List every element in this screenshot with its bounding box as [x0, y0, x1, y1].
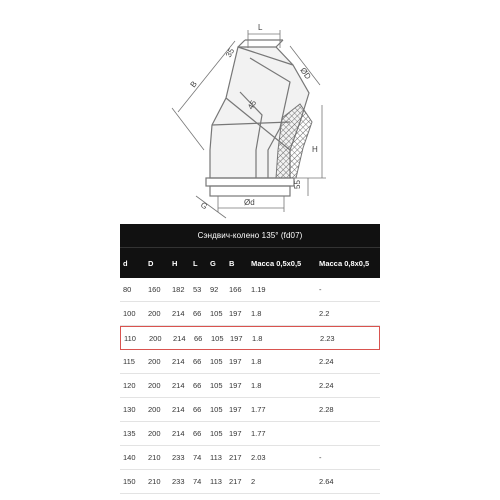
table-cell: 160 [148, 285, 161, 294]
table-header-row [120, 247, 380, 278]
table-cell: 105 [210, 357, 223, 366]
table-cell: 197 [229, 429, 242, 438]
table-cell: 150 [123, 477, 136, 486]
label-angle-top: 35 [223, 46, 237, 59]
table-cell: 1.8 [251, 381, 262, 390]
table-cell: 105 [211, 333, 224, 343]
table-cell: 66 [193, 381, 202, 390]
table-cell: 105 [210, 405, 223, 414]
table-cell: 182 [172, 285, 185, 294]
col-header-B: B [229, 258, 235, 268]
table-cell: 217 [229, 477, 242, 486]
table-row [120, 302, 380, 326]
table-cell: 200 [148, 381, 161, 390]
table-cell: 115 [123, 357, 135, 366]
table-cell: 80 [123, 285, 132, 294]
col-header-H: H [172, 258, 178, 268]
table-cell: 1.19 [251, 285, 266, 294]
table-cell: 92 [210, 285, 219, 294]
table-row [120, 470, 380, 494]
table-cell: 210 [148, 453, 161, 462]
table-cell: 2 [251, 477, 256, 486]
table-cell: 105 [210, 381, 223, 390]
table-row [120, 422, 380, 446]
label-G: G [198, 200, 210, 212]
table-cell: 2.28 [319, 405, 334, 414]
table-cell: - [319, 285, 322, 294]
table-cell: 214 [172, 357, 185, 366]
table-cell: 66 [193, 405, 202, 414]
table-cell: 200 [148, 309, 161, 318]
table-cell: 113 [210, 477, 222, 486]
table-cell: 2.23 [320, 333, 335, 343]
table-cell: 2.03 [251, 453, 266, 462]
table-cell: 197 [229, 357, 242, 366]
table-cell: 74 [193, 477, 202, 486]
table-cell: 1.77 [251, 405, 266, 414]
table-cell: 233 [172, 453, 185, 462]
table-cell: 113 [210, 453, 222, 462]
table-cell: 140 [123, 453, 136, 462]
table-cell: 210 [148, 477, 161, 486]
table-cell: 74 [193, 453, 202, 462]
table-cell: 120 [123, 381, 136, 390]
table-body [120, 278, 380, 494]
table-cell: 217 [229, 453, 242, 462]
table-cell: 214 [173, 333, 186, 343]
label-angle-mid: 45 [245, 98, 259, 111]
table-cell: 100 [123, 309, 136, 318]
table-title: Сэндвич-колено 135° (fd07) [120, 224, 380, 247]
label-D: ØD [298, 65, 313, 81]
table-cell: 135 [123, 429, 136, 438]
col-header-D: D [148, 258, 154, 268]
table-cell: 197 [229, 405, 242, 414]
label-L: L [258, 23, 263, 32]
table-cell: 105 [210, 429, 223, 438]
table-cell: 66 [194, 333, 203, 343]
table-row [120, 326, 380, 350]
table-row [120, 398, 380, 422]
table-cell: 200 [148, 405, 161, 414]
table-cell: 53 [193, 285, 202, 294]
table-cell: 66 [193, 309, 202, 318]
table-cell: 2.64 [319, 477, 334, 486]
table-row [120, 446, 380, 470]
table-cell: 2.24 [319, 381, 334, 390]
elbow-drawing [0, 0, 500, 220]
col-header-d: d [123, 258, 128, 268]
table-cell: 105 [210, 309, 223, 318]
table-cell: 66 [193, 357, 202, 366]
table-cell: 197 [230, 333, 243, 343]
label-B: B [188, 79, 199, 90]
table-cell: 197 [229, 309, 242, 318]
table-cell: 214 [172, 309, 185, 318]
table-cell: 66 [193, 429, 202, 438]
col-header-mass-05: Масса 0,5х0,5 [251, 258, 302, 268]
table-cell: 1.8 [251, 357, 262, 366]
table-cell: 214 [172, 405, 185, 414]
table-cell: 1.8 [251, 309, 262, 318]
label-H: H [312, 145, 318, 154]
table-cell: 197 [229, 381, 242, 390]
col-header-mass-08: Масса 0,8х0,5 [319, 258, 370, 268]
table-cell: 214 [172, 381, 185, 390]
table-cell: 200 [148, 357, 161, 366]
table-cell: 214 [172, 429, 185, 438]
table-cell: 110 [124, 333, 136, 343]
table-cell: 130 [123, 405, 136, 414]
table-cell: 2.2 [319, 309, 330, 318]
table-cell: 1.8 [252, 333, 263, 343]
table-cell: 233 [172, 477, 185, 486]
table-cell: 1.77 [251, 429, 266, 438]
table-row [120, 374, 380, 398]
spec-table [120, 224, 380, 494]
col-header-L: L [193, 258, 198, 268]
label-55: 55 [293, 180, 302, 189]
label-d: Ød [244, 198, 255, 207]
table-cell: 2.24 [319, 357, 334, 366]
table-cell: - [319, 453, 322, 462]
table-row [120, 350, 380, 374]
table-cell: 166 [229, 285, 242, 294]
table-cell: 200 [149, 333, 162, 343]
table-row [120, 278, 380, 302]
table-cell: 200 [148, 429, 161, 438]
col-header-G: G [210, 258, 216, 268]
